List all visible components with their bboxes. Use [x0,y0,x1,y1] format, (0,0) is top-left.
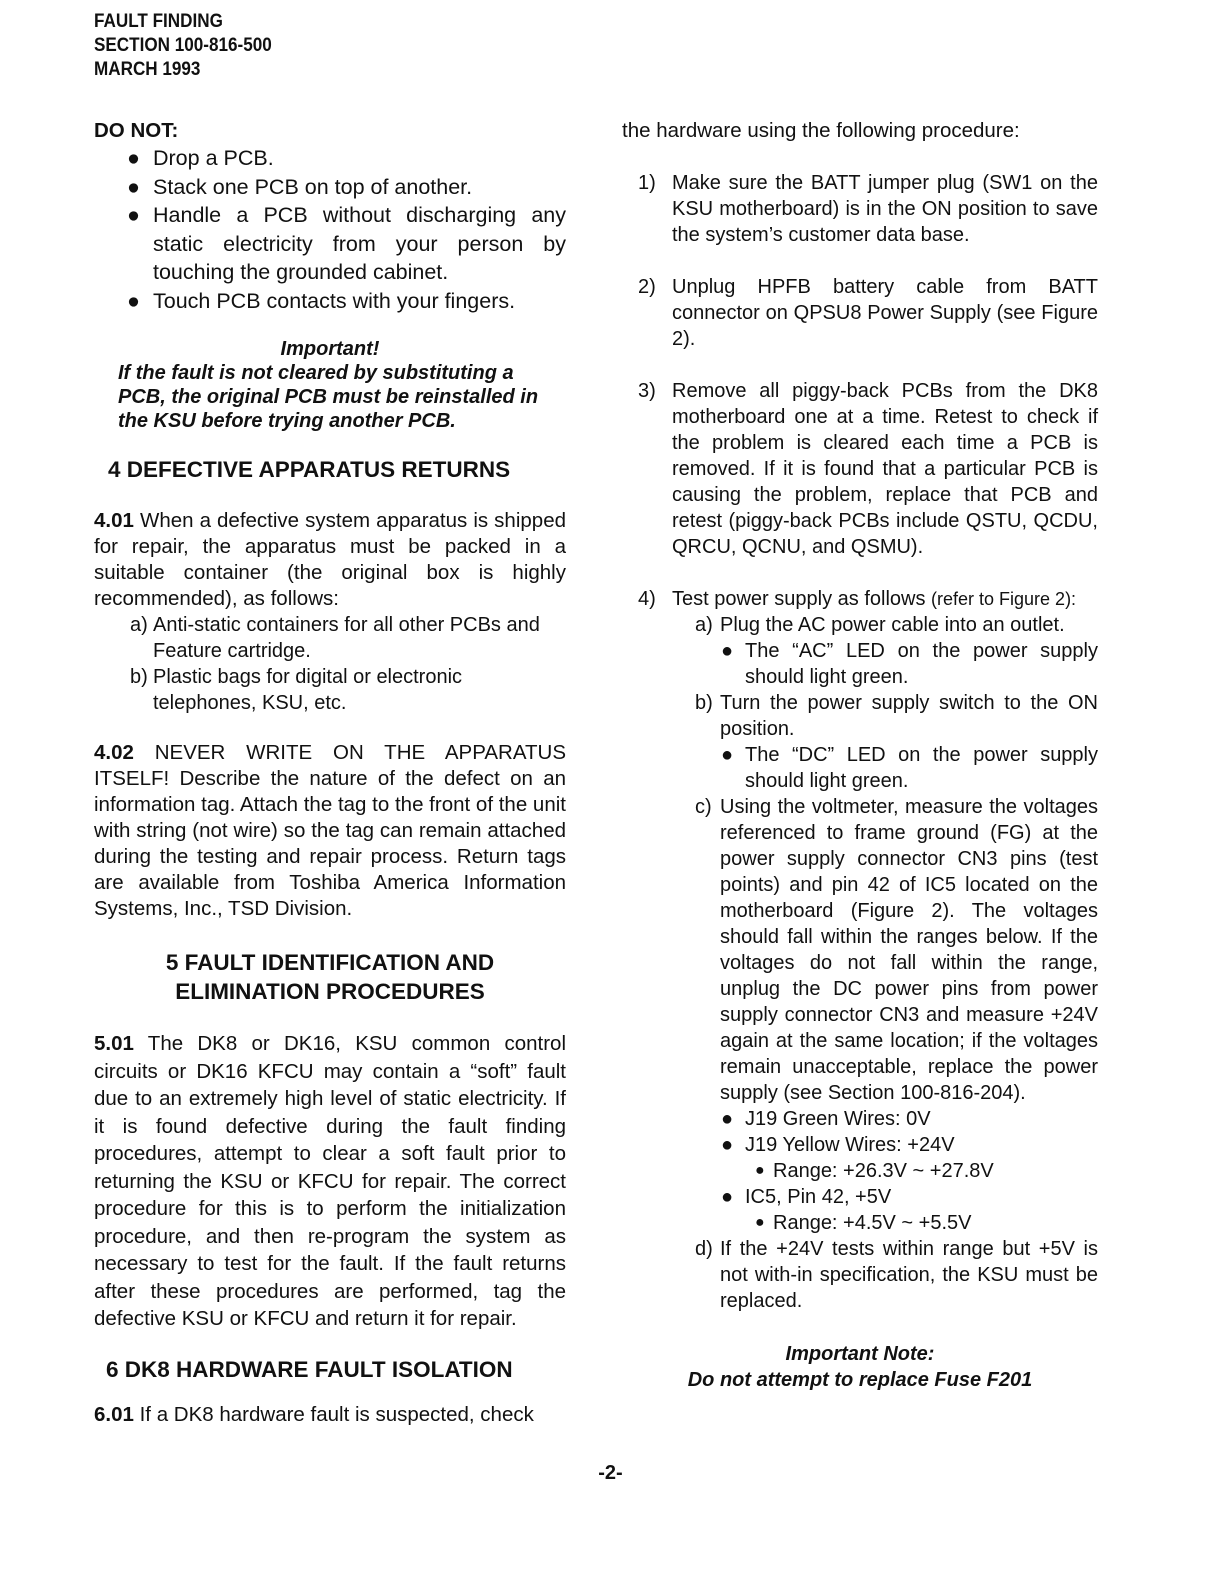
bullet-icon: ● [127,146,140,170]
para-number: 4.02 [94,741,134,764]
list-item [94,144,566,173]
list-item-text: Stack one PCB on top of another. [153,174,473,199]
bullet-icon: ● [755,1162,765,1179]
section-6-heading: 6 DK8 HARDWARE FAULT ISOLATION [106,1356,513,1382]
step-text: Test power supply as follows [672,588,926,610]
para-text: When a defective system apparatus is shipped for repair, the apparatus must be packed in a suitable container (the original box is highly recommended), as follows: [94,509,566,610]
item-text: Using the voltmeter, measure the voltages referenced to frame ground (FG) at the power supply connector CN3 pins (test points) and pin 42 of IC5 located on the motherboard (Figure 2). The voltages should fall within the ranges below. If the voltages do not fall within the range, unplug the DC power pins from power supply connector CN3 and measure +24V again at the same location; if the voltages remain unacceptable, replace the power supply (see Section 100-816-204). [720,796,1098,1104]
item-text: Plastic bags for digital or electronic telephones, KSU, etc. [153,666,463,714]
item-text: If the +24V tests within range but +5V is not with-in specification, the KSU must be replaced. [720,1238,1098,1312]
list-item-text: Touch PCB contacts with your fingers. [153,288,516,313]
paragraph-5-01 [94,1030,566,1333]
step-text: Remove all piggy-back PCBs from the DK8 motherboard one at a time. Retest to check if the problem is cleared each time a PCB is removed. If it is found that a particular PCB is causing the problem, replace that PCB and retest (piggy-back PCBs include QSTU, QCDU, QRCU, QCNU, and QSMU). [672,380,1098,558]
bullet-icon: ● [721,1108,734,1130]
bullet-icon: ● [127,288,140,313]
header-section: SECTION 100-816-500 [94,35,272,56]
list-item [94,664,566,716]
section-5-heading [94,948,566,1006]
left-column [94,118,566,1428]
para-number: 6.01 [94,1402,134,1426]
step-4 [622,586,1098,612]
step-number: 2) [638,276,656,298]
list-item-text: Drop a PCB. [153,146,274,170]
item-label: a) [695,614,713,636]
bullet-icon: ● [755,1214,765,1231]
step-4c-bullet [622,1184,1098,1210]
item-text: The “DC” LED on the power supply should light green. [745,744,1098,792]
step-4c [622,794,1098,1106]
bullet-icon: ● [721,744,734,766]
item-text: Turn the power supply switch to the ON position. [720,692,1098,740]
bullet-icon: ● [721,1186,734,1208]
page-number: -2- [598,1462,623,1484]
step-number: 4) [638,588,656,610]
step-2 [622,274,1098,352]
donot-title: DO NOT: [94,119,179,142]
step-text: Make sure the BATT jumper plug (SW1 on the KSU motherboard) is in the ON position to save the system’s customer data base. [672,172,1098,246]
section-4-heading: 4 DEFECTIVE APPARATUS RETURNS [108,457,511,482]
range-item [622,1210,1098,1236]
paragraph-4-01 [94,508,566,612]
figure-reference: (refer to Figure 2): [931,589,1077,609]
step-number: 3) [638,380,656,402]
para-number: 5.01 [94,1032,134,1055]
para-text: If a DK8 hardware fault is suspected, check [139,1402,534,1426]
item-text: Range: +4.5V ~ +5.5V [773,1212,972,1234]
step-4a [622,612,1098,638]
list-item [94,173,566,202]
paragraph-6-01 [94,1402,566,1428]
step-text: Unplug HPFB battery cable from BATT connector on QPSU8 Power Supply (see Figure 2). [672,276,1098,350]
important-note-title: Important Note: [785,1343,935,1365]
list-item-text: Handle a PCB without discharging any static electricity from your person by touching the grounded cabinet. [153,203,566,284]
para-text: The DK8 or DK16, KSU common control circuits or DK16 KFCU may contain a “soft” fault due to an extremely high level of static electricity. If it is found defective during the fault finding procedures, attempt to clear a soft fault prior to returning the KSU or KFCU for repair. The correct procedure for this is to perform the initialization procedure, and then re-program the system as necessary to test for the fault. If the fault returns after these procedures are performed, tag the defective KSU or KFCU and return it for repair. [94,1032,566,1330]
para-number: 4.01 [94,509,134,532]
item-text: Plug the AC power cable into an outlet. [720,614,1065,636]
list-item [94,612,566,664]
important-title: Important! [280,338,380,360]
item-label: d) [695,1238,713,1260]
step-4d [622,1236,1098,1314]
item-text: Anti-static containers for all other PCBs and Feature cartridge. [153,614,540,662]
item-text: Range: +26.3V ~ +27.8V [773,1160,994,1182]
important-note-text: Do not attempt to replace Fuse F201 [687,1369,1033,1391]
item-text: IC5, Pin 42, +5V [745,1186,892,1208]
heading-line: ELIMINATION PROCEDURES [175,979,485,1004]
item-label: c) [695,796,712,818]
header-title: FAULT FINDING [94,11,223,32]
para-text: NEVER WRITE ON THE APPARATUS ITSELF! Describe the nature of the defect on an information tag. Attach the tag to the front of the unit with string (not wire) so the tag can remain attached during the testing and repair process. Return tags are available from Toshiba America Information Systems, Inc., TSD Division. [94,741,566,920]
bullet-icon: ● [127,174,140,199]
item-label: a) [130,614,148,636]
step-4b [622,690,1098,742]
item-label: b) [695,692,713,714]
paragraph-4-02 [94,740,566,922]
item-text: J19 Green Wires: 0V [745,1108,931,1130]
bullet-icon: ● [721,640,734,662]
list-item [94,287,566,316]
item-text: J19 Yellow Wires: +24V [745,1134,955,1156]
item-label: b) [130,666,148,688]
donot-list [94,144,566,315]
important-text: If the fault is not cleared by substituting a PCB, the original PCB must be reinstalled in the KSU before trying another PCB. [118,362,539,432]
step-3 [622,378,1098,560]
bullet-icon: ● [127,203,140,227]
step-number: 1) [638,172,656,194]
bullet-icon: ● [721,1134,734,1156]
document-header [94,10,272,82]
right-column [622,118,1098,1392]
item-text: The “AC” LED on the power supply should light green. [745,640,1098,688]
range-item [622,1158,1098,1184]
step-1 [622,170,1098,248]
list-item [94,201,566,287]
step-4a-bullet [622,638,1098,690]
step-4c-bullet [622,1106,1098,1132]
step-4c-bullet [622,1132,1098,1158]
header-date: MARCH 1993 [94,59,201,80]
step-4b-bullet [622,742,1098,794]
heading-line: 5 FAULT IDENTIFICATION AND [165,950,495,975]
intro-text: the hardware using the following procedure: [622,119,1020,142]
